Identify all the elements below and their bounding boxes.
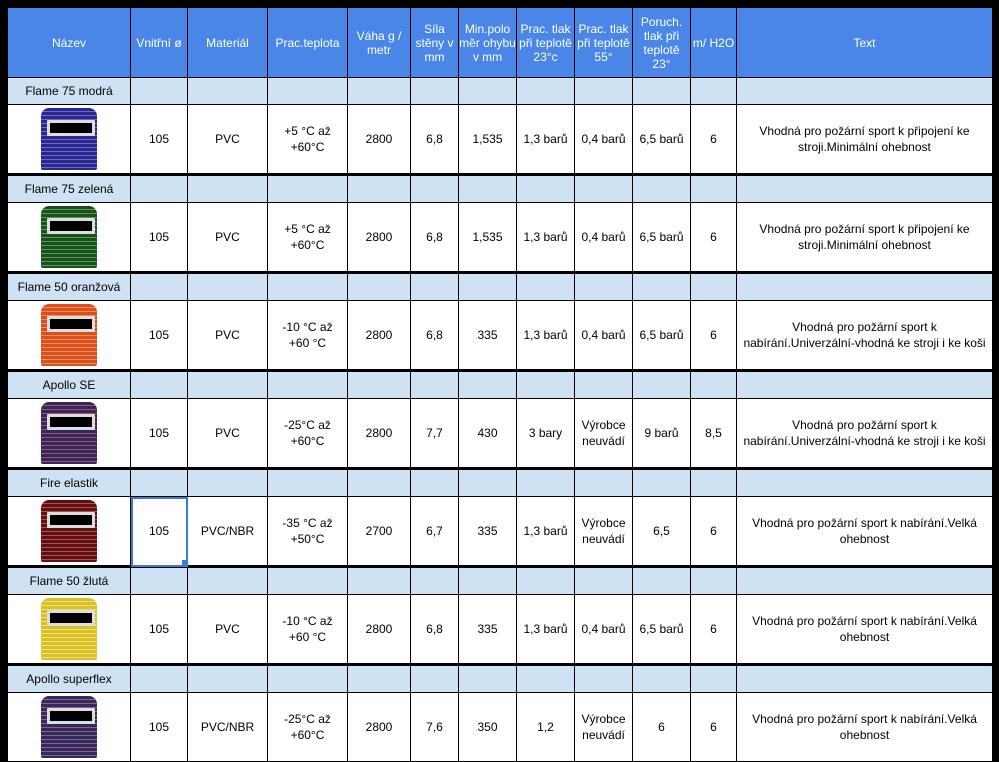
- empty-cell[interactable]: [737, 78, 993, 105]
- cell-sila-steny[interactable]: [411, 301, 459, 371]
- product-name[interactable]: Apollo SE: [8, 371, 131, 399]
- cell-material[interactable]: [188, 595, 268, 665]
- hose-label-sticker: [47, 120, 95, 136]
- cell-vaha-value: 2800: [365, 230, 393, 244]
- cell-polomer-ohybu[interactable]: [459, 105, 517, 175]
- hose-table: [7, 7, 993, 762]
- empty-cell[interactable]: [633, 371, 691, 399]
- empty-cell[interactable]: [188, 273, 268, 301]
- cell-m-h2o[interactable]: [691, 595, 737, 665]
- cell-prac-tlak-23-value: 3 bary: [528, 426, 563, 440]
- empty-cell[interactable]: [411, 273, 459, 301]
- cell-prac-tlak-55-value: 0,4 barů: [581, 132, 626, 146]
- empty-cell[interactable]: [459, 567, 517, 595]
- cell-material[interactable]: [188, 693, 268, 762]
- hose-label-sticker: [47, 708, 95, 724]
- empty-cell[interactable]: [188, 175, 268, 203]
- empty-cell[interactable]: [633, 567, 691, 595]
- cell-sila-steny-value: 6,8: [426, 328, 443, 342]
- empty-cell[interactable]: [348, 665, 411, 693]
- header-vaha[interactable]: Váha g / metr: [348, 8, 411, 78]
- cell-m-h2o-value: 6: [710, 720, 717, 734]
- hose-label-sticker: [47, 218, 95, 234]
- cell-sila-steny-value: 6,8: [426, 230, 443, 244]
- empty-cell[interactable]: [348, 273, 411, 301]
- cell-material[interactable]: [188, 301, 268, 371]
- cell-prac-tlak-23[interactable]: [517, 301, 575, 371]
- purple-hose-image: [41, 402, 97, 464]
- cell-vnitrni-prumer-value: 105: [148, 328, 170, 342]
- empty-cell[interactable]: [131, 175, 188, 203]
- product-name[interactable]: Apollo superflex: [8, 665, 131, 693]
- cell-poruch-tlak[interactable]: [633, 301, 691, 371]
- cell-text[interactable]: [737, 105, 993, 175]
- cell-text[interactable]: [737, 693, 993, 762]
- cell-prac-teplota[interactable]: [268, 595, 348, 665]
- orange-hose-image: [41, 304, 97, 366]
- cell-text[interactable]: [737, 497, 993, 567]
- cell-vaha-value: 2800: [365, 720, 393, 734]
- cell-prac-tlak-23-value: 1,3 barů: [523, 622, 568, 636]
- cell-sila-steny[interactable]: [411, 693, 459, 762]
- cell-sila-steny-value: 6,8: [426, 622, 443, 636]
- empty-cell[interactable]: [575, 175, 633, 203]
- cell-material[interactable]: [188, 399, 268, 469]
- cell-vnitrni-prumer-value: 105: [148, 720, 170, 734]
- blue-hose-image: [41, 108, 97, 170]
- product-data-row: [8, 595, 993, 665]
- cell-polomer-ohybu-value: 430: [477, 426, 498, 440]
- cell-material-value: PVC: [215, 328, 240, 342]
- empty-cell[interactable]: [737, 273, 993, 301]
- cell-text[interactable]: [737, 595, 993, 665]
- cell-poruch-tlak[interactable]: [633, 595, 691, 665]
- empty-cell[interactable]: [517, 567, 575, 595]
- header-row: [8, 8, 993, 78]
- cell-vnitrni-prumer-value: 105: [148, 524, 170, 538]
- cell-m-h2o-value: 6: [710, 132, 717, 146]
- empty-cell[interactable]: [411, 567, 459, 595]
- cell-prac-tlak-55[interactable]: [575, 203, 633, 273]
- cell-prac-teplota[interactable]: [268, 497, 348, 567]
- empty-cell[interactable]: [633, 175, 691, 203]
- empty-cell[interactable]: [459, 371, 517, 399]
- cell-text-value: Vhodná pro požární sport k nabírání.Univerzální-vhodná ke stroji i ke koši: [743, 418, 986, 448]
- cell-m-h2o-value: 6: [710, 230, 717, 244]
- empty-cell[interactable]: [348, 175, 411, 203]
- empty-cell[interactable]: [268, 175, 348, 203]
- empty-cell[interactable]: [268, 469, 348, 497]
- cell-m-h2o[interactable]: [691, 693, 737, 762]
- empty-cell[interactable]: [348, 567, 411, 595]
- empty-cell[interactable]: [131, 273, 188, 301]
- cell-sila-steny-value: 7,7: [426, 426, 443, 440]
- product-data-row: [8, 203, 993, 273]
- header-nazev[interactable]: Název: [8, 8, 131, 78]
- header-text[interactable]: Text: [737, 8, 993, 78]
- cell-vnitrni-prumer-value: 105: [148, 230, 170, 244]
- cell-vnitrni-prumer[interactable]: [131, 301, 188, 371]
- empty-cell[interactable]: [691, 469, 737, 497]
- header-material[interactable]: Materiál: [188, 8, 268, 78]
- cell-prac-tlak-23[interactable]: [517, 399, 575, 469]
- empty-cell[interactable]: [691, 567, 737, 595]
- empty-cell[interactable]: [737, 469, 993, 497]
- empty-cell[interactable]: [411, 371, 459, 399]
- product-name[interactable]: Flame 50 oranžová: [8, 273, 131, 301]
- empty-cell[interactable]: [737, 665, 993, 693]
- cell-prac-teplota[interactable]: [268, 399, 348, 469]
- product-image-cell[interactable]: [8, 497, 131, 567]
- empty-cell[interactable]: [459, 175, 517, 203]
- cell-text-value: Vhodná pro požární sport k připojení ke stroji.Minimální ohebnost: [759, 222, 970, 252]
- product-data-row: [8, 399, 993, 469]
- empty-cell[interactable]: [188, 469, 268, 497]
- empty-cell[interactable]: [411, 175, 459, 203]
- cell-m-h2o[interactable]: [691, 399, 737, 469]
- empty-cell[interactable]: [348, 78, 411, 105]
- product-title-row: [8, 78, 993, 105]
- empty-cell[interactable]: [575, 273, 633, 301]
- empty-cell[interactable]: [737, 567, 993, 595]
- empty-cell[interactable]: [459, 469, 517, 497]
- maroon-hose-image: [41, 500, 97, 562]
- cell-vaha[interactable]: [348, 693, 411, 762]
- cell-polomer-ohybu[interactable]: [459, 595, 517, 665]
- cell-sila-steny[interactable]: [411, 203, 459, 273]
- cell-prac-tlak-55[interactable]: [575, 105, 633, 175]
- empty-cell[interactable]: [268, 371, 348, 399]
- empty-cell[interactable]: [517, 175, 575, 203]
- empty-cell[interactable]: [268, 665, 348, 693]
- cell-material[interactable]: [188, 105, 268, 175]
- empty-cell[interactable]: [268, 273, 348, 301]
- empty-cell[interactable]: [411, 469, 459, 497]
- cell-m-h2o-value: 8,5: [705, 426, 722, 440]
- empty-cell[interactable]: [691, 273, 737, 301]
- product-image-cell[interactable]: [8, 399, 131, 469]
- header-prac-teplota[interactable]: Prac.teplota: [268, 8, 348, 78]
- cell-vaha-value: 2800: [365, 132, 393, 146]
- cell-vaha[interactable]: [348, 497, 411, 567]
- cell-prac-teplota-value: +5 °C až +60°C: [284, 124, 331, 154]
- cell-material-value: PVC: [215, 230, 240, 244]
- navy-hose-image: [41, 696, 97, 758]
- cell-sila-steny[interactable]: [411, 105, 459, 175]
- cell-prac-tlak-55-value: 0,4 barů: [581, 328, 626, 342]
- product-name[interactable]: Fire elastik: [8, 469, 131, 497]
- cell-vaha[interactable]: [348, 105, 411, 175]
- empty-cell[interactable]: [517, 371, 575, 399]
- cell-vaha-value: 2700: [365, 524, 393, 538]
- cell-prac-teplota-value: -35 °C až +50°C: [282, 516, 333, 546]
- cell-poruch-tlak-value: 6,5 barů: [639, 622, 684, 636]
- empty-cell[interactable]: [737, 371, 993, 399]
- empty-cell[interactable]: [131, 78, 188, 105]
- product-title-row: [8, 469, 993, 497]
- cell-poruch-tlak-value: 9 barů: [644, 426, 679, 440]
- header-m-h2o[interactable]: m/ H2O: [691, 8, 737, 78]
- header-vnitrni-prumer[interactable]: Vnitřní ø: [131, 8, 188, 78]
- empty-cell[interactable]: [459, 78, 517, 105]
- cell-prac-tlak-23[interactable]: [517, 693, 575, 762]
- cell-prac-teplota[interactable]: [268, 203, 348, 273]
- cell-material-value: PVC: [215, 132, 240, 146]
- cell-material[interactable]: [188, 497, 268, 567]
- header-prac-tlak-55[interactable]: Prac. tlak při teplotě 55°: [575, 8, 633, 78]
- cell-prac-teplota[interactable]: [268, 301, 348, 371]
- cell-sila-steny-value: 7,6: [426, 720, 443, 734]
- product-data-row: [8, 301, 993, 371]
- cell-prac-teplota-value: -25°C až +60°C: [284, 418, 331, 448]
- cell-text[interactable]: [737, 203, 993, 273]
- cell-vnitrni-prumer-value: 105: [148, 622, 170, 636]
- empty-cell[interactable]: [575, 371, 633, 399]
- empty-cell[interactable]: [268, 567, 348, 595]
- empty-cell[interactable]: [411, 78, 459, 105]
- cell-material-value: PVC/NBR: [200, 720, 255, 734]
- empty-cell[interactable]: [575, 665, 633, 693]
- cell-material-value: PVC: [215, 622, 240, 636]
- cell-polomer-ohybu-value: 1,535: [472, 132, 503, 146]
- green-hose-image: [41, 206, 97, 268]
- cell-text[interactable]: [737, 301, 993, 371]
- cell-m-h2o[interactable]: [691, 105, 737, 175]
- cell-m-h2o[interactable]: [691, 301, 737, 371]
- empty-cell[interactable]: [188, 78, 268, 105]
- header-sila-steny[interactable]: Síla stěny v mm: [411, 8, 459, 78]
- empty-cell[interactable]: [691, 175, 737, 203]
- cell-vaha-value: 2800: [365, 328, 393, 342]
- cell-poruch-tlak[interactable]: [633, 497, 691, 567]
- cell-material-value: PVC: [215, 426, 240, 440]
- cell-polomer-ohybu-value: 335: [477, 622, 498, 636]
- product-title-row: [8, 175, 993, 203]
- cell-prac-tlak-55[interactable]: [575, 301, 633, 371]
- cell-vnitrni-prumer[interactable]: [131, 693, 188, 762]
- empty-cell[interactable]: [737, 175, 993, 203]
- cell-sila-steny-value: 6,7: [426, 524, 443, 538]
- cell-polomer-ohybu-value: 350: [477, 720, 498, 734]
- product-title-row: [8, 567, 993, 595]
- cell-prac-tlak-55-value: Výrobce neuvádí: [581, 712, 626, 742]
- cell-poruch-tlak[interactable]: [633, 105, 691, 175]
- empty-cell[interactable]: [188, 371, 268, 399]
- cell-prac-tlak-55-value: 0,4 barů: [581, 230, 626, 244]
- empty-cell[interactable]: [411, 665, 459, 693]
- empty-cell[interactable]: [633, 78, 691, 105]
- cell-vnitrni-prumer-value: 105: [148, 132, 170, 146]
- cell-text-value: Vhodná pro požární sport k nabírání.Univerzální-vhodná ke stroji i ke koši: [743, 320, 986, 350]
- cell-prac-tlak-23-value: 1,3 barů: [523, 524, 568, 538]
- product-name[interactable]: Flame 50 žlutá: [8, 567, 131, 595]
- empty-cell[interactable]: [691, 78, 737, 105]
- cell-vaha[interactable]: [348, 203, 411, 273]
- cell-prac-teplota[interactable]: [268, 693, 348, 762]
- cell-text-value: Vhodná pro požární sport k připojení ke stroji.Minimální ohebnost: [759, 124, 970, 154]
- cell-vaha-value: 2800: [365, 426, 393, 440]
- cell-vnitrni-prumer[interactable]: [131, 595, 188, 665]
- cell-prac-tlak-55[interactable]: [575, 399, 633, 469]
- product-image-cell[interactable]: [8, 301, 131, 371]
- cell-m-h2o[interactable]: [691, 203, 737, 273]
- empty-cell[interactable]: [131, 567, 188, 595]
- product-title-row: [8, 665, 993, 693]
- empty-cell[interactable]: [348, 469, 411, 497]
- empty-cell[interactable]: [691, 665, 737, 693]
- cell-prac-tlak-23-value: 1,3 barů: [523, 132, 568, 146]
- hose-label-sticker: [47, 316, 95, 332]
- cell-poruch-tlak-value: 6,5 barů: [639, 230, 684, 244]
- cell-material-value: PVC/NBR: [200, 524, 255, 538]
- cell-prac-tlak-23-value: 1,3 barů: [523, 230, 568, 244]
- product-name[interactable]: Flame 75 modrá: [8, 78, 131, 105]
- cell-prac-tlak-23[interactable]: [517, 105, 575, 175]
- cell-prac-tlak-55-value: Výrobce neuvádí: [581, 418, 626, 448]
- cell-prac-teplota-value: -25°C až +60°C: [284, 712, 331, 742]
- cell-poruch-tlak-value: 6,5 barů: [639, 132, 684, 146]
- empty-cell[interactable]: [517, 78, 575, 105]
- product-image-cell[interactable]: [8, 203, 131, 273]
- cell-prac-tlak-23[interactable]: [517, 595, 575, 665]
- cell-prac-tlak-55-value: 0,4 barů: [581, 622, 626, 636]
- empty-cell[interactable]: [517, 273, 575, 301]
- cell-poruch-tlak[interactable]: [633, 203, 691, 273]
- hose-label-sticker: [47, 610, 95, 626]
- cell-vaha[interactable]: [348, 595, 411, 665]
- empty-cell[interactable]: [459, 273, 517, 301]
- empty-cell[interactable]: [575, 469, 633, 497]
- product-title-row: [8, 273, 993, 301]
- cell-prac-teplota-value: +5 °C až +60°C: [284, 222, 331, 252]
- cell-vnitrni-prumer[interactable]: [131, 105, 188, 175]
- empty-cell[interactable]: [575, 78, 633, 105]
- empty-cell[interactable]: [188, 665, 268, 693]
- empty-cell[interactable]: [575, 567, 633, 595]
- cell-polomer-ohybu-value: 1,535: [472, 230, 503, 244]
- cell-prac-tlak-23[interactable]: [517, 203, 575, 273]
- cell-text-value: Vhodná pro požární sport k nabírání.Velká ohebnost: [752, 516, 977, 546]
- cell-vnitrni-prumer[interactable]: [131, 203, 188, 273]
- selected-cell[interactable]: [131, 497, 188, 567]
- product-title-row: [8, 371, 993, 399]
- cell-vaha[interactable]: [348, 399, 411, 469]
- cell-text[interactable]: [737, 399, 993, 469]
- cell-m-h2o-value: 6: [710, 622, 717, 636]
- cell-prac-tlak-23-value: 1,3 barů: [523, 328, 568, 342]
- cell-polomer-ohybu[interactable]: [459, 301, 517, 371]
- empty-cell[interactable]: [131, 665, 188, 693]
- cell-vaha-value: 2800: [365, 622, 393, 636]
- empty-cell[interactable]: [131, 371, 188, 399]
- hose-label-sticker: [47, 414, 95, 430]
- cell-vaha[interactable]: [348, 301, 411, 371]
- cell-prac-tlak-23[interactable]: [517, 497, 575, 567]
- cell-poruch-tlak-value: 6,5 barů: [639, 328, 684, 342]
- yellow-hose-image: [41, 598, 97, 660]
- cell-prac-teplota-value: -10 °C až +60 °C: [282, 614, 333, 644]
- cell-sila-steny[interactable]: [411, 497, 459, 567]
- cell-prac-tlak-23-value: 1,2: [537, 720, 554, 734]
- empty-cell[interactable]: [348, 371, 411, 399]
- cell-m-h2o-value: 6: [710, 524, 717, 538]
- cell-polomer-ohybu[interactable]: [459, 203, 517, 273]
- empty-cell[interactable]: [633, 469, 691, 497]
- product-name[interactable]: Flame 75 zelená: [8, 175, 131, 203]
- cell-poruch-tlak-value: 6,5: [653, 524, 670, 538]
- empty-cell[interactable]: [188, 567, 268, 595]
- product-image-cell[interactable]: [8, 595, 131, 665]
- product-data-row: [8, 497, 993, 567]
- product-data-row: [8, 105, 993, 175]
- cell-polomer-ohybu-value: 335: [477, 328, 498, 342]
- product-data-row: [8, 693, 993, 762]
- empty-cell[interactable]: [131, 469, 188, 497]
- cell-text-value: Vhodná pro požární sport k nabírání.Velká ohebnost: [752, 614, 977, 644]
- header-polomer-ohybu[interactable]: Min.polo měr ohybu v mm: [459, 8, 517, 78]
- cell-polomer-ohybu[interactable]: [459, 497, 517, 567]
- cell-poruch-tlak[interactable]: [633, 693, 691, 762]
- empty-cell[interactable]: [268, 78, 348, 105]
- cell-m-h2o-value: 6: [710, 328, 717, 342]
- fill-handle[interactable]: [182, 560, 187, 565]
- empty-cell[interactable]: [459, 665, 517, 693]
- product-image-cell[interactable]: [8, 693, 131, 762]
- cell-prac-teplota-value: -10 °C až +60 °C: [282, 320, 333, 350]
- empty-cell[interactable]: [517, 469, 575, 497]
- cell-vnitrni-prumer[interactable]: [131, 399, 188, 469]
- cell-poruch-tlak[interactable]: [633, 399, 691, 469]
- cell-prac-tlak-55[interactable]: [575, 595, 633, 665]
- cell-sila-steny-value: 6,8: [426, 132, 443, 146]
- cell-prac-tlak-55[interactable]: [575, 497, 633, 567]
- cell-m-h2o[interactable]: [691, 497, 737, 567]
- product-image-cell[interactable]: [8, 105, 131, 175]
- empty-cell[interactable]: [691, 371, 737, 399]
- empty-cell[interactable]: [633, 273, 691, 301]
- cell-poruch-tlak-value: 6: [658, 720, 665, 734]
- cell-sila-steny[interactable]: [411, 399, 459, 469]
- cell-sila-steny[interactable]: [411, 595, 459, 665]
- cell-prac-teplota[interactable]: [268, 105, 348, 175]
- header-prac-tlak-23[interactable]: Prac. tlak při teplotě 23°c: [517, 8, 575, 78]
- cell-vnitrni-prumer-value: 105: [148, 426, 170, 440]
- cell-prac-tlak-55-value: Výrobce neuvádí: [581, 516, 626, 546]
- header-poruch-tlak[interactable]: Poruch. tlak při teplotě 23°: [633, 8, 691, 78]
- cell-polomer-ohybu-value: 335: [477, 524, 498, 538]
- cell-polomer-ohybu[interactable]: [459, 399, 517, 469]
- cell-text-value: Vhodná pro požární sport k nabírání.Velká ohebnost: [752, 712, 977, 742]
- empty-cell[interactable]: [517, 665, 575, 693]
- cell-prac-tlak-55[interactable]: [575, 693, 633, 762]
- hose-label-sticker: [47, 512, 95, 528]
- empty-cell[interactable]: [633, 665, 691, 693]
- cell-material[interactable]: [188, 203, 268, 273]
- cell-polomer-ohybu[interactable]: [459, 693, 517, 762]
